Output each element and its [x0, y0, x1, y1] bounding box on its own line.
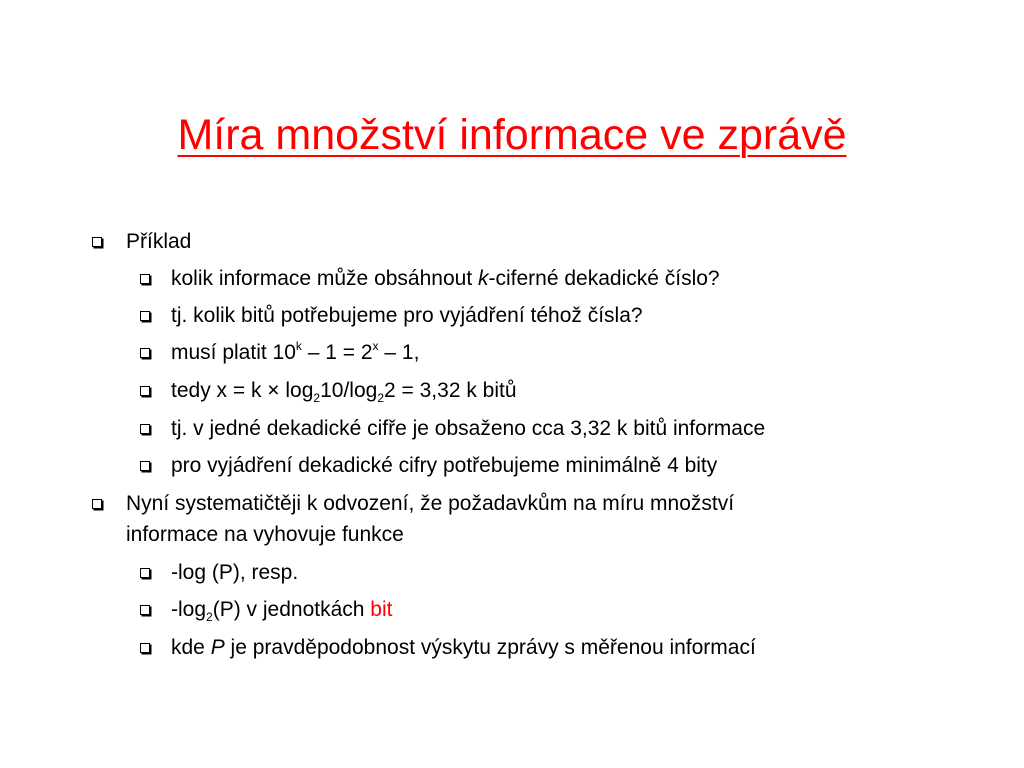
- hollow-square-bullet-icon: [92, 499, 102, 509]
- bullet-item-example: [126, 226, 191, 257]
- hollow-square-bullet-icon: [140, 461, 150, 471]
- bullet-text: – 1,: [378, 341, 420, 364]
- bullet-text: pro vyjádření dekadické cifry potřebujeme minimálně 4 bity: [171, 454, 718, 477]
- bullet-text: 10/log: [320, 379, 378, 402]
- sub-bullet-item: [171, 413, 765, 444]
- bullet-text: (P) v jednotkách: [212, 598, 371, 621]
- sub-bullet-item: [171, 375, 517, 406]
- sub-bullet-item: [171, 632, 756, 663]
- italic-variable: P: [210, 636, 225, 659]
- highlighted-unit: bit: [370, 598, 393, 621]
- hollow-square-bullet-icon: [140, 568, 150, 578]
- hollow-square-bullet-icon: [140, 311, 150, 321]
- bullet-item-derivation: [126, 488, 734, 550]
- hollow-square-bullet-icon: [140, 605, 150, 615]
- hollow-square-bullet-icon: [140, 348, 150, 358]
- hollow-square-bullet-icon: [140, 274, 150, 284]
- sub-bullet-item: [171, 337, 419, 368]
- bullet-text: -log: [171, 598, 207, 621]
- superscript: k: [295, 339, 302, 353]
- bullet-text-line: informace na vyhovuje funkce: [126, 523, 404, 546]
- hollow-square-bullet-icon: [140, 386, 150, 396]
- bullet-text: -ciferné dekadické číslo?: [488, 267, 720, 290]
- sub-bullet-item: [171, 450, 717, 481]
- sub-bullet-item: [171, 557, 298, 588]
- slide-title: Míra množství informace ve zprávě: [177, 111, 847, 159]
- sub-bullet-item: [171, 300, 643, 331]
- hollow-square-bullet-icon: [92, 237, 102, 247]
- subscript: 2: [313, 391, 321, 405]
- subscript: 2: [377, 391, 385, 405]
- bullet-text: Příklad: [126, 230, 192, 253]
- sub-bullet-item: [171, 594, 392, 625]
- subscript: 2: [206, 610, 213, 624]
- superscript: x: [372, 339, 379, 353]
- bullet-text: musí platit 10: [171, 341, 296, 364]
- bullet-text: tedy x = k × log: [171, 379, 314, 402]
- bullet-text: kolik informace může obsáhnout: [171, 267, 478, 290]
- italic-variable: k: [478, 267, 489, 290]
- hollow-square-bullet-icon: [140, 643, 150, 653]
- bullet-text: 2 = 3,32 k bitů: [384, 379, 517, 402]
- sub-bullet-item: [171, 263, 720, 294]
- bullet-text: tj. v jedné dekadické cifře je obsaženo cca 3,32 k bitů informace: [171, 417, 766, 440]
- bullet-text: kde: [171, 636, 211, 659]
- bullet-text-line: Nyní systematičtěji k odvození, že požadavkům na míru množství: [126, 492, 735, 515]
- bullet-text: – 1 = 2: [301, 341, 373, 364]
- hollow-square-bullet-icon: [140, 424, 150, 434]
- bullet-text: je pravděpodobnost výskytu zprávy s měřenou informací: [224, 636, 756, 659]
- bullet-text: tj. kolik bitů potřebujeme pro vyjádření téhož čísla?: [171, 304, 643, 327]
- bullet-text: -log (P), resp.: [171, 561, 299, 584]
